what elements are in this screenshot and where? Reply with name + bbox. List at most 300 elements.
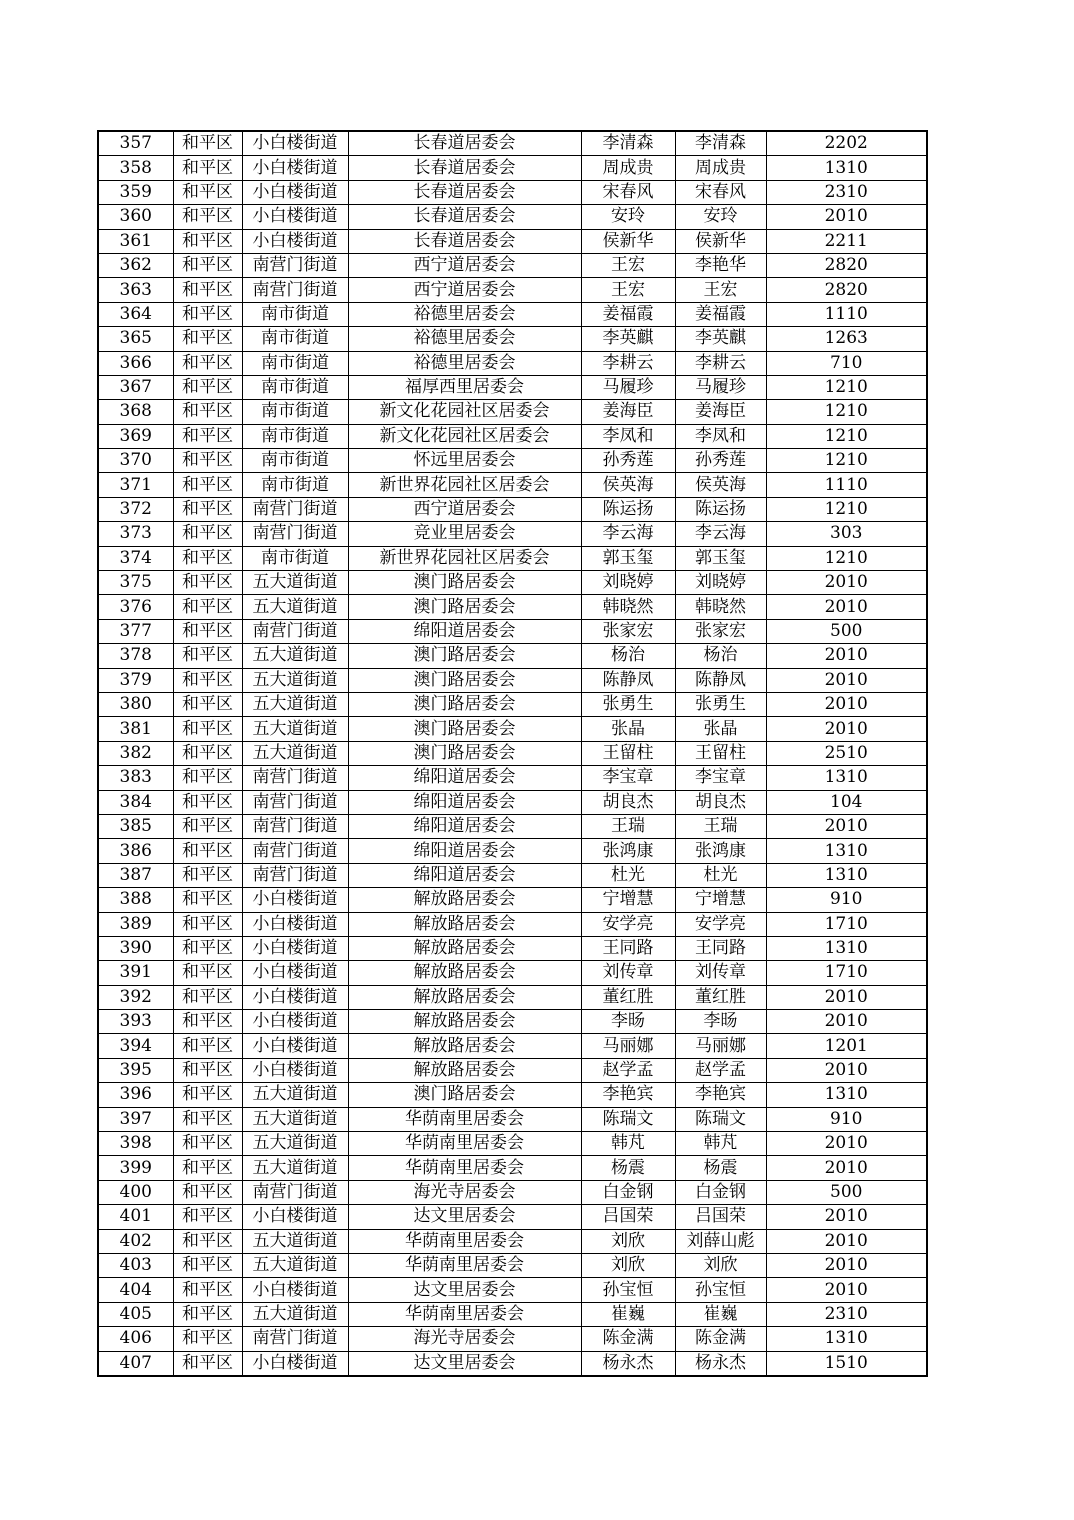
district-cell: 和平区 xyxy=(173,863,242,887)
name-cell: 李艳宾 xyxy=(581,1083,675,1107)
holder-cell: 陈静凤 xyxy=(675,668,766,692)
table-row xyxy=(98,205,927,229)
amount-cell: 2202 xyxy=(766,131,927,156)
name-cell: 李耕云 xyxy=(581,351,675,375)
name-cell: 李宝章 xyxy=(581,766,675,790)
committee-cell: 绵阳道居委会 xyxy=(348,814,581,838)
table-row xyxy=(98,253,927,277)
row-number-cell: 407 xyxy=(98,1351,173,1376)
district-cell: 和平区 xyxy=(173,1180,242,1204)
table-row xyxy=(98,131,927,156)
row-number-cell: 360 xyxy=(98,205,173,229)
row-number-cell: 357 xyxy=(98,131,173,156)
committee-cell: 海光寺居委会 xyxy=(348,1327,581,1351)
street-cell: 南营门街道 xyxy=(242,522,348,546)
holder-cell: 陈运扬 xyxy=(675,497,766,521)
name-cell: 杜光 xyxy=(581,863,675,887)
district-cell: 和平区 xyxy=(173,351,242,375)
amount-cell: 1201 xyxy=(766,1034,927,1058)
table-row xyxy=(98,644,927,668)
street-cell: 南市街道 xyxy=(242,424,348,448)
row-number-cell: 371 xyxy=(98,473,173,497)
committee-cell: 华荫南里居委会 xyxy=(348,1156,581,1180)
holder-cell: 崔巍 xyxy=(675,1302,766,1326)
row-number-cell: 398 xyxy=(98,1132,173,1156)
row-number-cell: 391 xyxy=(98,961,173,985)
amount-cell: 500 xyxy=(766,619,927,643)
street-cell: 小白楼街道 xyxy=(242,1278,348,1302)
holder-cell: 马丽娜 xyxy=(675,1034,766,1058)
name-cell: 陈静凤 xyxy=(581,668,675,692)
holder-cell: 李清森 xyxy=(675,131,766,156)
table-row xyxy=(98,1156,927,1180)
committee-cell: 澳门路居委会 xyxy=(348,692,581,716)
committee-cell: 长春道居委会 xyxy=(348,180,581,204)
district-cell: 和平区 xyxy=(173,1327,242,1351)
table-row xyxy=(98,1034,927,1058)
district-cell: 和平区 xyxy=(173,1229,242,1253)
table-row xyxy=(98,595,927,619)
row-number-cell: 395 xyxy=(98,1058,173,1082)
table-row xyxy=(98,522,927,546)
street-cell: 五大道街道 xyxy=(242,1132,348,1156)
district-cell: 和平区 xyxy=(173,1132,242,1156)
district-cell: 和平区 xyxy=(173,156,242,180)
district-cell: 和平区 xyxy=(173,1302,242,1326)
district-cell: 和平区 xyxy=(173,1034,242,1058)
street-cell: 五大道街道 xyxy=(242,668,348,692)
row-number-cell: 363 xyxy=(98,278,173,302)
name-cell: 王宏 xyxy=(581,278,675,302)
name-cell: 张鸿康 xyxy=(581,839,675,863)
street-cell: 南营门街道 xyxy=(242,278,348,302)
district-cell: 和平区 xyxy=(173,961,242,985)
amount-cell: 2010 xyxy=(766,717,927,741)
table-row xyxy=(98,400,927,424)
row-number-cell: 405 xyxy=(98,1302,173,1326)
district-cell: 和平区 xyxy=(173,1058,242,1082)
holder-cell: 白金钢 xyxy=(675,1180,766,1204)
row-number-cell: 370 xyxy=(98,449,173,473)
amount-cell: 2010 xyxy=(766,1132,927,1156)
amount-cell: 2211 xyxy=(766,229,927,253)
table-row xyxy=(98,1229,927,1253)
street-cell: 五大道街道 xyxy=(242,595,348,619)
row-number-cell: 381 xyxy=(98,717,173,741)
district-cell: 和平区 xyxy=(173,131,242,156)
street-cell: 五大道街道 xyxy=(242,1083,348,1107)
row-number-cell: 368 xyxy=(98,400,173,424)
committee-cell: 澳门路居委会 xyxy=(348,1083,581,1107)
street-cell: 南市街道 xyxy=(242,400,348,424)
committee-cell: 澳门路居委会 xyxy=(348,571,581,595)
amount-cell: 2010 xyxy=(766,692,927,716)
holder-cell: 姜海臣 xyxy=(675,400,766,424)
district-cell: 和平区 xyxy=(173,595,242,619)
name-cell: 董红胜 xyxy=(581,985,675,1009)
table-row xyxy=(98,1302,927,1326)
district-cell: 和平区 xyxy=(173,1253,242,1277)
street-cell: 小白楼街道 xyxy=(242,131,348,156)
holder-cell: 孙宝恒 xyxy=(675,1278,766,1302)
committee-cell: 达文里居委会 xyxy=(348,1351,581,1376)
street-cell: 南市街道 xyxy=(242,546,348,570)
street-cell: 小白楼街道 xyxy=(242,1034,348,1058)
table-row xyxy=(98,449,927,473)
street-cell: 小白楼街道 xyxy=(242,1058,348,1082)
committee-cell: 澳门路居委会 xyxy=(348,644,581,668)
table-row xyxy=(98,278,927,302)
name-cell: 侯英海 xyxy=(581,473,675,497)
amount-cell: 1210 xyxy=(766,375,927,399)
street-cell: 小白楼街道 xyxy=(242,205,348,229)
amount-cell: 1310 xyxy=(766,1083,927,1107)
row-number-cell: 384 xyxy=(98,790,173,814)
holder-cell: 刘传章 xyxy=(675,961,766,985)
name-cell: 杨治 xyxy=(581,644,675,668)
committee-cell: 解放路居委会 xyxy=(348,1058,581,1082)
name-cell: 王留柱 xyxy=(581,741,675,765)
row-number-cell: 361 xyxy=(98,229,173,253)
table-row xyxy=(98,302,927,326)
table-row xyxy=(98,961,927,985)
name-cell: 侯新华 xyxy=(581,229,675,253)
row-number-cell: 406 xyxy=(98,1327,173,1351)
table-row xyxy=(98,766,927,790)
row-number-cell: 375 xyxy=(98,571,173,595)
district-cell: 和平区 xyxy=(173,790,242,814)
district-cell: 和平区 xyxy=(173,449,242,473)
holder-cell: 韩芃 xyxy=(675,1132,766,1156)
street-cell: 五大道街道 xyxy=(242,1253,348,1277)
amount-cell: 1110 xyxy=(766,473,927,497)
committee-cell: 华荫南里居委会 xyxy=(348,1229,581,1253)
holder-cell: 韩晓然 xyxy=(675,595,766,619)
row-number-cell: 378 xyxy=(98,644,173,668)
street-cell: 南市街道 xyxy=(242,449,348,473)
table-row xyxy=(98,1107,927,1131)
street-cell: 南市街道 xyxy=(242,473,348,497)
amount-cell: 2010 xyxy=(766,814,927,838)
amount-cell: 2010 xyxy=(766,1010,927,1034)
holder-cell: 胡良杰 xyxy=(675,790,766,814)
name-cell: 韩晓然 xyxy=(581,595,675,619)
holder-cell: 陈瑞文 xyxy=(675,1107,766,1131)
data-table xyxy=(97,130,928,1377)
holder-cell: 李艳华 xyxy=(675,253,766,277)
holder-cell: 陈金满 xyxy=(675,1327,766,1351)
name-cell: 安玲 xyxy=(581,205,675,229)
amount-cell: 1210 xyxy=(766,424,927,448)
district-cell: 和平区 xyxy=(173,839,242,863)
committee-cell: 长春道居委会 xyxy=(348,229,581,253)
street-cell: 南营门街道 xyxy=(242,619,348,643)
row-number-cell: 373 xyxy=(98,522,173,546)
table-row xyxy=(98,497,927,521)
table-row xyxy=(98,692,927,716)
amount-cell: 2310 xyxy=(766,180,927,204)
holder-cell: 李宝章 xyxy=(675,766,766,790)
committee-cell: 华荫南里居委会 xyxy=(348,1253,581,1277)
row-number-cell: 389 xyxy=(98,912,173,936)
name-cell: 张家宏 xyxy=(581,619,675,643)
amount-cell: 1263 xyxy=(766,327,927,351)
district-cell: 和平区 xyxy=(173,1083,242,1107)
committee-cell: 长春道居委会 xyxy=(348,131,581,156)
street-cell: 五大道街道 xyxy=(242,1107,348,1131)
name-cell: 安学亮 xyxy=(581,912,675,936)
row-number-cell: 382 xyxy=(98,741,173,765)
district-cell: 和平区 xyxy=(173,985,242,1009)
amount-cell: 910 xyxy=(766,888,927,912)
district-cell: 和平区 xyxy=(173,1156,242,1180)
holder-cell: 郭玉玺 xyxy=(675,546,766,570)
row-number-cell: 366 xyxy=(98,351,173,375)
district-cell: 和平区 xyxy=(173,1010,242,1034)
committee-cell: 华荫南里居委会 xyxy=(348,1302,581,1326)
street-cell: 五大道街道 xyxy=(242,1229,348,1253)
amount-cell: 2310 xyxy=(766,1302,927,1326)
district-cell: 和平区 xyxy=(173,400,242,424)
row-number-cell: 394 xyxy=(98,1034,173,1058)
amount-cell: 1310 xyxy=(766,1327,927,1351)
row-number-cell: 385 xyxy=(98,814,173,838)
district-cell: 和平区 xyxy=(173,668,242,692)
committee-cell: 解放路居委会 xyxy=(348,985,581,1009)
name-cell: 李凤和 xyxy=(581,424,675,448)
holder-cell: 吕国荣 xyxy=(675,1205,766,1229)
holder-cell: 王留柱 xyxy=(675,741,766,765)
district-cell: 和平区 xyxy=(173,936,242,960)
holder-cell: 刘欣 xyxy=(675,1253,766,1277)
amount-cell: 2010 xyxy=(766,1058,927,1082)
name-cell: 马丽娜 xyxy=(581,1034,675,1058)
table-row xyxy=(98,327,927,351)
street-cell: 五大道街道 xyxy=(242,717,348,741)
committee-cell: 达文里居委会 xyxy=(348,1278,581,1302)
district-cell: 和平区 xyxy=(173,619,242,643)
holder-cell: 张勇生 xyxy=(675,692,766,716)
name-cell: 王宏 xyxy=(581,253,675,277)
table-row xyxy=(98,1132,927,1156)
holder-cell: 安玲 xyxy=(675,205,766,229)
committee-cell: 裕德里居委会 xyxy=(348,327,581,351)
name-cell: 孙宝恒 xyxy=(581,1278,675,1302)
district-cell: 和平区 xyxy=(173,180,242,204)
district-cell: 和平区 xyxy=(173,546,242,570)
table-row xyxy=(98,351,927,375)
committee-cell: 长春道居委会 xyxy=(348,156,581,180)
name-cell: 李英麒 xyxy=(581,327,675,351)
committee-cell: 华荫南里居委会 xyxy=(348,1107,581,1131)
holder-cell: 董红胜 xyxy=(675,985,766,1009)
street-cell: 南营门街道 xyxy=(242,863,348,887)
name-cell: 胡良杰 xyxy=(581,790,675,814)
street-cell: 南营门街道 xyxy=(242,1180,348,1204)
district-cell: 和平区 xyxy=(173,424,242,448)
name-cell: 张勇生 xyxy=(581,692,675,716)
amount-cell: 2010 xyxy=(766,1156,927,1180)
street-cell: 五大道街道 xyxy=(242,1302,348,1326)
district-cell: 和平区 xyxy=(173,717,242,741)
name-cell: 刘传章 xyxy=(581,961,675,985)
committee-cell: 福厚西里居委会 xyxy=(348,375,581,399)
table-row xyxy=(98,839,927,863)
row-number-cell: 390 xyxy=(98,936,173,960)
district-cell: 和平区 xyxy=(173,375,242,399)
table-row xyxy=(98,375,927,399)
amount-cell: 2010 xyxy=(766,985,927,1009)
row-number-cell: 397 xyxy=(98,1107,173,1131)
amount-cell: 710 xyxy=(766,351,927,375)
table-row xyxy=(98,1205,927,1229)
row-number-cell: 402 xyxy=(98,1229,173,1253)
table-row xyxy=(98,863,927,887)
district-cell: 和平区 xyxy=(173,888,242,912)
name-cell: 刘欣 xyxy=(581,1253,675,1277)
district-cell: 和平区 xyxy=(173,1278,242,1302)
table-row xyxy=(98,1327,927,1351)
street-cell: 小白楼街道 xyxy=(242,229,348,253)
row-number-cell: 369 xyxy=(98,424,173,448)
name-cell: 李旸 xyxy=(581,1010,675,1034)
district-cell: 和平区 xyxy=(173,692,242,716)
name-cell: 宋春风 xyxy=(581,180,675,204)
amount-cell: 303 xyxy=(766,522,927,546)
holder-cell: 姜福霞 xyxy=(675,302,766,326)
district-cell: 和平区 xyxy=(173,1351,242,1376)
amount-cell: 1310 xyxy=(766,936,927,960)
amount-cell: 1210 xyxy=(766,546,927,570)
holder-cell: 杜光 xyxy=(675,863,766,887)
holder-cell: 杨治 xyxy=(675,644,766,668)
committee-cell: 解放路居委会 xyxy=(348,888,581,912)
committee-cell: 绵阳道居委会 xyxy=(348,619,581,643)
committee-cell: 新文化花园社区居委会 xyxy=(348,400,581,424)
table-row xyxy=(98,1180,927,1204)
table-row xyxy=(98,156,927,180)
row-number-cell: 383 xyxy=(98,766,173,790)
name-cell: 杨永杰 xyxy=(581,1351,675,1376)
committee-cell: 澳门路居委会 xyxy=(348,717,581,741)
table-row xyxy=(98,180,927,204)
street-cell: 小白楼街道 xyxy=(242,180,348,204)
street-cell: 南市街道 xyxy=(242,327,348,351)
committee-cell: 新世界花园社区居委会 xyxy=(348,546,581,570)
holder-cell: 宁增慧 xyxy=(675,888,766,912)
table-row xyxy=(98,1253,927,1277)
holder-cell: 孙秀莲 xyxy=(675,449,766,473)
street-cell: 小白楼街道 xyxy=(242,936,348,960)
row-number-cell: 387 xyxy=(98,863,173,887)
district-cell: 和平区 xyxy=(173,253,242,277)
row-number-cell: 380 xyxy=(98,692,173,716)
district-cell: 和平区 xyxy=(173,302,242,326)
name-cell: 郭玉玺 xyxy=(581,546,675,570)
committee-cell: 澳门路居委会 xyxy=(348,741,581,765)
committee-cell: 西宁道居委会 xyxy=(348,497,581,521)
name-cell: 陈金满 xyxy=(581,1327,675,1351)
district-cell: 和平区 xyxy=(173,912,242,936)
committee-cell: 澳门路居委会 xyxy=(348,595,581,619)
holder-cell: 张鸿康 xyxy=(675,839,766,863)
holder-cell: 安学亮 xyxy=(675,912,766,936)
street-cell: 小白楼街道 xyxy=(242,888,348,912)
holder-cell: 周成贵 xyxy=(675,156,766,180)
table-row xyxy=(98,888,927,912)
street-cell: 小白楼街道 xyxy=(242,1010,348,1034)
street-cell: 小白楼街道 xyxy=(242,1205,348,1229)
holder-cell: 李凤和 xyxy=(675,424,766,448)
table-row xyxy=(98,1351,927,1376)
committee-cell: 澳门路居委会 xyxy=(348,668,581,692)
name-cell: 姜海臣 xyxy=(581,400,675,424)
name-cell: 马履珍 xyxy=(581,375,675,399)
street-cell: 南营门街道 xyxy=(242,497,348,521)
street-cell: 五大道街道 xyxy=(242,692,348,716)
amount-cell: 2010 xyxy=(766,205,927,229)
amount-cell: 1710 xyxy=(766,961,927,985)
street-cell: 小白楼街道 xyxy=(242,985,348,1009)
name-cell: 刘欣 xyxy=(581,1229,675,1253)
amount-cell: 1310 xyxy=(766,766,927,790)
amount-cell: 1310 xyxy=(766,863,927,887)
row-number-cell: 376 xyxy=(98,595,173,619)
holder-cell: 李艳宾 xyxy=(675,1083,766,1107)
amount-cell: 1210 xyxy=(766,497,927,521)
committee-cell: 海光寺居委会 xyxy=(348,1180,581,1204)
name-cell: 王同路 xyxy=(581,936,675,960)
holder-cell: 王同路 xyxy=(675,936,766,960)
amount-cell: 2010 xyxy=(766,571,927,595)
name-cell: 王瑞 xyxy=(581,814,675,838)
holder-cell: 李英麒 xyxy=(675,327,766,351)
table-row xyxy=(98,741,927,765)
name-cell: 刘晓婷 xyxy=(581,571,675,595)
row-number-cell: 396 xyxy=(98,1083,173,1107)
committee-cell: 西宁道居委会 xyxy=(348,253,581,277)
row-number-cell: 374 xyxy=(98,546,173,570)
amount-cell: 1310 xyxy=(766,156,927,180)
district-cell: 和平区 xyxy=(173,1107,242,1131)
row-number-cell: 386 xyxy=(98,839,173,863)
row-number-cell: 401 xyxy=(98,1205,173,1229)
street-cell: 南营门街道 xyxy=(242,839,348,863)
name-cell: 李云海 xyxy=(581,522,675,546)
committee-cell: 华荫南里居委会 xyxy=(348,1132,581,1156)
amount-cell: 2820 xyxy=(766,278,927,302)
street-cell: 五大道街道 xyxy=(242,741,348,765)
amount-cell: 2510 xyxy=(766,741,927,765)
street-cell: 南营门街道 xyxy=(242,790,348,814)
holder-cell: 侯英海 xyxy=(675,473,766,497)
committee-cell: 裕德里居委会 xyxy=(348,302,581,326)
holder-cell: 李耕云 xyxy=(675,351,766,375)
table-row xyxy=(98,936,927,960)
name-cell: 姜福霞 xyxy=(581,302,675,326)
amount-cell: 1210 xyxy=(766,449,927,473)
amount-cell: 1710 xyxy=(766,912,927,936)
row-number-cell: 393 xyxy=(98,1010,173,1034)
table-row xyxy=(98,1083,927,1107)
holder-cell: 杨永杰 xyxy=(675,1351,766,1376)
street-cell: 小白楼街道 xyxy=(242,961,348,985)
name-cell: 周成贵 xyxy=(581,156,675,180)
amount-cell: 1110 xyxy=(766,302,927,326)
row-number-cell: 367 xyxy=(98,375,173,399)
district-cell: 和平区 xyxy=(173,741,242,765)
amount-cell: 2010 xyxy=(766,595,927,619)
